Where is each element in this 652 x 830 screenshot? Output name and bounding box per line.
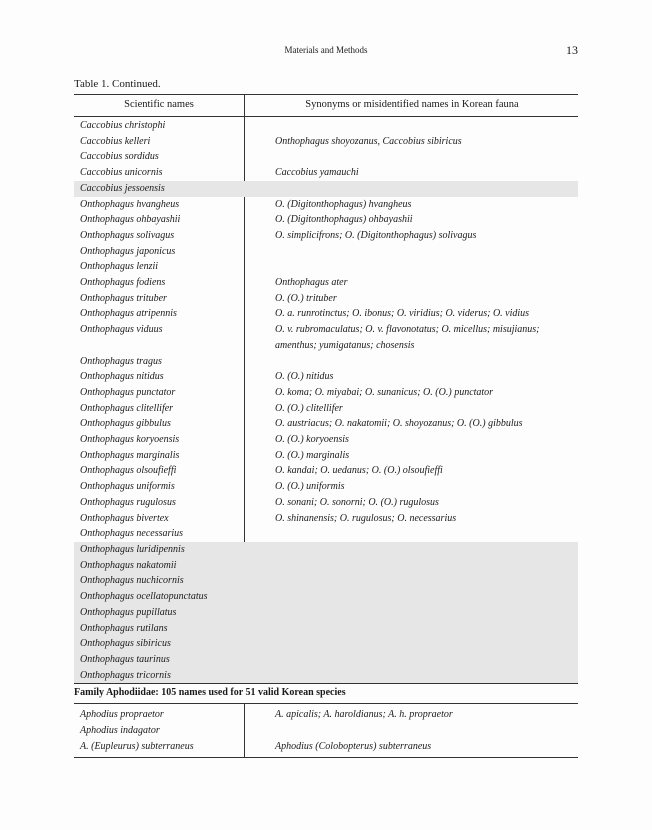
running-header: Materials and Methods (284, 45, 368, 55)
table-body (74, 117, 578, 683)
synonym-names: O. (O.) nitidus (275, 371, 334, 383)
synonym-names: Caccobius yamauchi (275, 167, 359, 179)
synonym-names: O. (Digitonthophagus) hvangheus (275, 198, 412, 210)
synonym-names: Onthophagus ater (275, 277, 348, 289)
scientific-name: Onthophagus marginalis (80, 449, 180, 461)
scientific-name: Onthophagus viduus (80, 324, 163, 336)
scientific-name: Onthophagus clitellifer (80, 402, 174, 414)
synonym-names: O. v. rubromaculatus; O. v. flavonotatus; O. micellus; misujianus; amenthus; yumigatanus; chosensis (275, 324, 540, 351)
synonym-names (275, 181, 578, 197)
scientific-name: Caccobius kelleri (80, 135, 151, 147)
synonym-names (275, 605, 578, 621)
synonym-names (275, 542, 578, 558)
family-table-body (74, 704, 578, 758)
table-row (74, 511, 578, 527)
table-row (74, 118, 578, 134)
scientific-name: Onthophagus ocellatopunctatus (80, 591, 208, 603)
synonym-names: O. a. runrotinctus; O. ibonus; O. viridius; O. viderus; O. vidius (275, 308, 530, 320)
scientific-name: Onthophagus rutilans (80, 622, 168, 634)
table-row (74, 291, 578, 307)
table-row (74, 573, 578, 589)
table-row (74, 621, 578, 637)
table-row (74, 197, 578, 213)
table-header (74, 94, 578, 117)
synonym-names (275, 526, 578, 542)
table-row (74, 244, 578, 260)
scientific-name: Onthophagus koryoensis (80, 434, 180, 446)
scientific-name: Onthophagus pupillatus (80, 606, 177, 618)
scientific-name: Caccobius unicornis (80, 167, 163, 179)
synonym-names: O. shinanensis; O. rugulosus; O. necessarius (275, 512, 457, 524)
table-row (74, 275, 578, 291)
table-row (74, 636, 578, 652)
synonym-names: O. koma; O. miyabai; O. sunanicus; O. (O.) punctator (275, 386, 494, 398)
table-row (74, 165, 578, 181)
scientific-name: Onthophagus olsoufieffi (80, 465, 177, 477)
synonym-names (275, 668, 578, 684)
table-row (74, 526, 578, 542)
scientific-name: Onthophagus sibiricus (80, 638, 171, 650)
scientific-name: Onthophagus fodiens (80, 277, 166, 289)
table-row (74, 605, 578, 621)
scientific-name: Onthophagus gibbulus (80, 418, 171, 430)
synonym-names (275, 652, 578, 668)
scientific-name: Onthophagus bivertex (80, 512, 169, 524)
table-row (74, 739, 578, 755)
synonym-names: O. (O.) uniformis (275, 481, 345, 493)
scientific-name: A. (Eupleurus) subterraneus (80, 740, 194, 752)
table-row (74, 228, 578, 244)
table-row (74, 385, 578, 401)
table-row (74, 354, 578, 370)
table-row (74, 542, 578, 558)
scientific-name: Aphodius indagator (80, 725, 160, 737)
table-row (74, 149, 578, 165)
scientific-name: Aphodius propraetor (80, 709, 164, 721)
scientific-name: Onthophagus nakatomii (80, 559, 177, 571)
table-row (74, 668, 578, 684)
synonym-names: O. simplicifrons; O. (Digitonthophagus) solivagus (275, 229, 477, 241)
table-row (74, 369, 578, 385)
synonym-names (275, 259, 578, 275)
synonym-names: O. sonani; O. sonorni; O. (O.) rugulosus (275, 496, 439, 508)
synonym-names (275, 573, 578, 589)
scientific-name: Onthophagus nitidus (80, 371, 164, 383)
scientific-name: Onthophagus tragus (80, 355, 162, 367)
scientific-name: Onthophagus japonicus (80, 245, 176, 257)
scientific-name: Onthophagus atripennis (80, 308, 177, 320)
table-row (74, 707, 578, 723)
table-caption: Table 1. Continued. (74, 78, 161, 90)
table-row (74, 259, 578, 275)
scientific-name: Onthophagus ohbayashii (80, 214, 181, 226)
scientific-name: Caccobius jessoensis (80, 182, 165, 194)
table-row (74, 723, 578, 739)
synonym-names: Aphodius (Colobopterus) subterraneus (275, 740, 432, 752)
scientific-name: Caccobius sordidus (80, 151, 159, 163)
scientific-name: Onthophagus nuchicornis (80, 575, 184, 587)
synonym-names: O. austriacus; O. nakatomii; O. shoyozanus; O. (O.) gibbulus (275, 418, 523, 430)
synonym-names: O. kandai; O. uedanus; O. (O.) olsoufieffi (275, 465, 443, 477)
synonym-names: Onthophagus shoyozanus, Caccobius sibiricus (275, 135, 462, 147)
synonym-names: O. (O.) trituber (275, 292, 337, 304)
synonym-names (275, 589, 578, 605)
column-header-scientific-names: Scientific names (124, 99, 194, 110)
table-row (74, 416, 578, 432)
table-row (74, 589, 578, 605)
synonym-names (275, 149, 578, 165)
synonym-names (275, 636, 578, 652)
scientific-name: Onthophagus lenzii (80, 261, 159, 273)
column-divider (244, 95, 245, 116)
synonym-names: A. apicalis; A. haroldianus; A. h. propraetor (275, 709, 453, 721)
table-row (74, 432, 578, 448)
species-table (74, 94, 578, 758)
synonym-names (275, 354, 578, 370)
synonym-names (275, 118, 578, 134)
scientific-name: Onthophagus taurinus (80, 653, 170, 665)
table-row (74, 558, 578, 574)
table-row (74, 495, 578, 511)
column-header-synonyms: Synonyms or misidentified names in Korean fauna (305, 99, 519, 110)
synonym-names (275, 244, 578, 260)
table-row (74, 322, 578, 353)
table-row (74, 134, 578, 150)
scientific-name: Onthophagus punctator (80, 386, 176, 398)
synonym-names (275, 723, 578, 739)
table-row (74, 463, 578, 479)
family-heading: Family Aphodiidae: 105 names used for 51 valid Korean species (74, 683, 578, 704)
table-row (74, 306, 578, 322)
page-number: 13 (566, 43, 578, 57)
scientific-name: Onthophagus hvangheus (80, 198, 180, 210)
table-row (74, 212, 578, 228)
table-row (74, 479, 578, 495)
scientific-name: Onthophagus luridipennis (80, 543, 185, 555)
synonym-names (275, 558, 578, 574)
synonym-names: O. (O.) clitellifer (275, 402, 343, 414)
scientific-name: Onthophagus necessarius (80, 528, 184, 540)
scientific-name: Onthophagus solivagus (80, 229, 175, 241)
scientific-name: Onthophagus trituber (80, 292, 167, 304)
table-row (74, 181, 578, 197)
synonym-names (275, 621, 578, 637)
scientific-name: Onthophagus uniformis (80, 481, 175, 493)
table-row (74, 401, 578, 417)
synonym-names: O. (Digitonthophagus) ohbayashii (275, 214, 413, 226)
table-row (74, 652, 578, 668)
scientific-name: Onthophagus tricornis (80, 669, 171, 681)
scientific-name: Onthophagus rugulosus (80, 496, 176, 508)
table-row (74, 448, 578, 464)
synonym-names: O. (O.) marginalis (275, 449, 350, 461)
scientific-name: Caccobius christophi (80, 120, 166, 131)
synonym-names: O. (O.) koryoensis (275, 434, 349, 446)
